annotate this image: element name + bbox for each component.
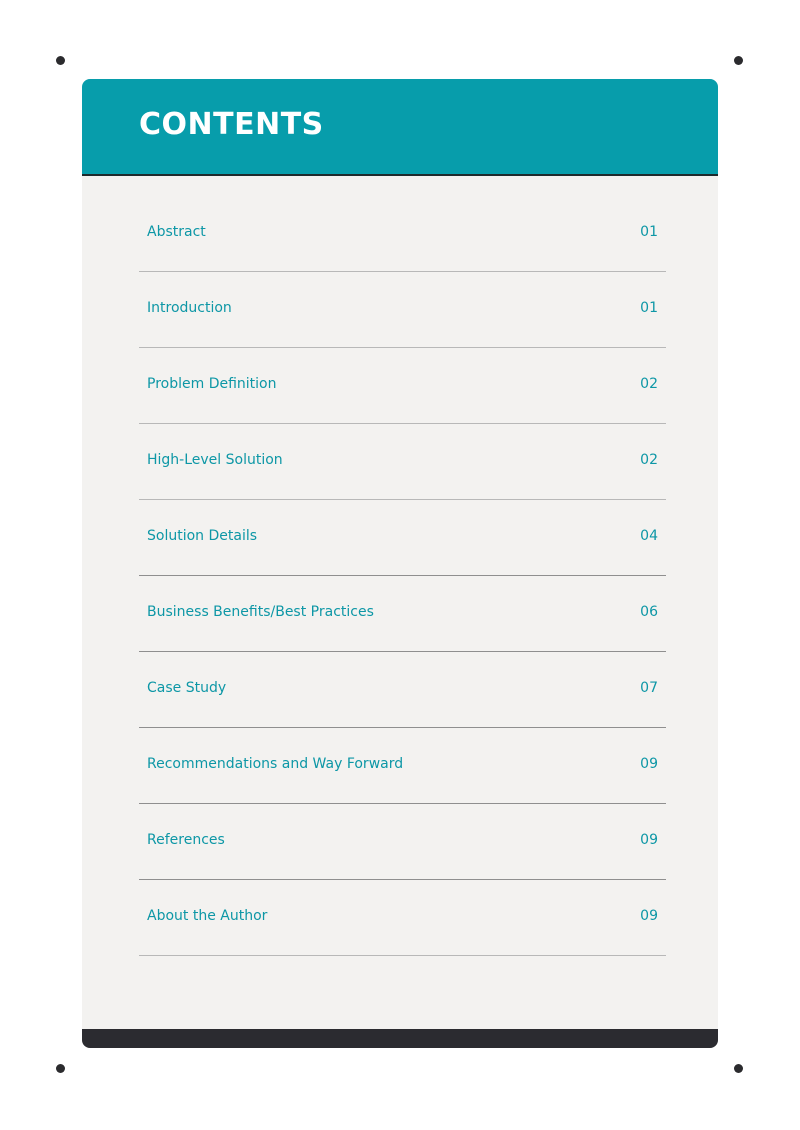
contents-header [82,79,718,176]
toc-item-label: Abstract [147,224,206,240]
toc-item-label: Solution Details [147,528,258,544]
toc-item-business-benefits[interactable] [139,576,666,652]
toc-item-label: High-Level Solution [147,452,283,468]
toc-item-label: About the Author [147,908,268,924]
toc-item-page-number: 01 [640,224,658,240]
corner-dot-top-left [56,56,65,65]
toc-item-page-number: 06 [640,604,658,620]
toc-item-about-the-author[interactable] [139,880,666,956]
toc-item-label: Recommendations and Way Forward [147,756,404,772]
toc-item-solution-details[interactable] [139,500,666,576]
toc-item-high-level-solution[interactable] [139,424,666,500]
toc-item-problem-definition[interactable] [139,348,666,424]
toc-item-label: Introduction [147,300,232,316]
corner-dot-top-right [734,56,743,65]
toc-item-label: Problem Definition [147,376,277,392]
toc-item-abstract[interactable] [139,196,666,272]
toc-item-page-number: 01 [640,300,658,316]
toc-item-page-number: 02 [640,376,658,392]
toc-item-references[interactable] [139,804,666,880]
toc-item-page-number: 09 [640,756,658,772]
toc-item-introduction[interactable] [139,272,666,348]
page-title: CONTENTS [139,107,324,142]
toc-item-label: Business Benefits/Best Practices [147,604,374,620]
toc-item-page-number: 09 [640,908,658,924]
toc-item-page-number: 04 [640,528,658,544]
footer-bar [82,1029,718,1048]
corner-dot-bottom-left [56,1064,65,1073]
toc-item-label: Case Study [147,680,227,696]
toc-item-page-number: 07 [640,680,658,696]
contents-card [82,79,718,1048]
toc-item-page-number: 02 [640,452,658,468]
corner-dot-bottom-right [734,1064,743,1073]
toc-item-label: References [147,832,225,848]
toc-item-recommendations[interactable] [139,728,666,804]
toc-item-page-number: 09 [640,832,658,848]
toc-item-case-study[interactable] [139,652,666,728]
table-of-contents [139,196,666,956]
